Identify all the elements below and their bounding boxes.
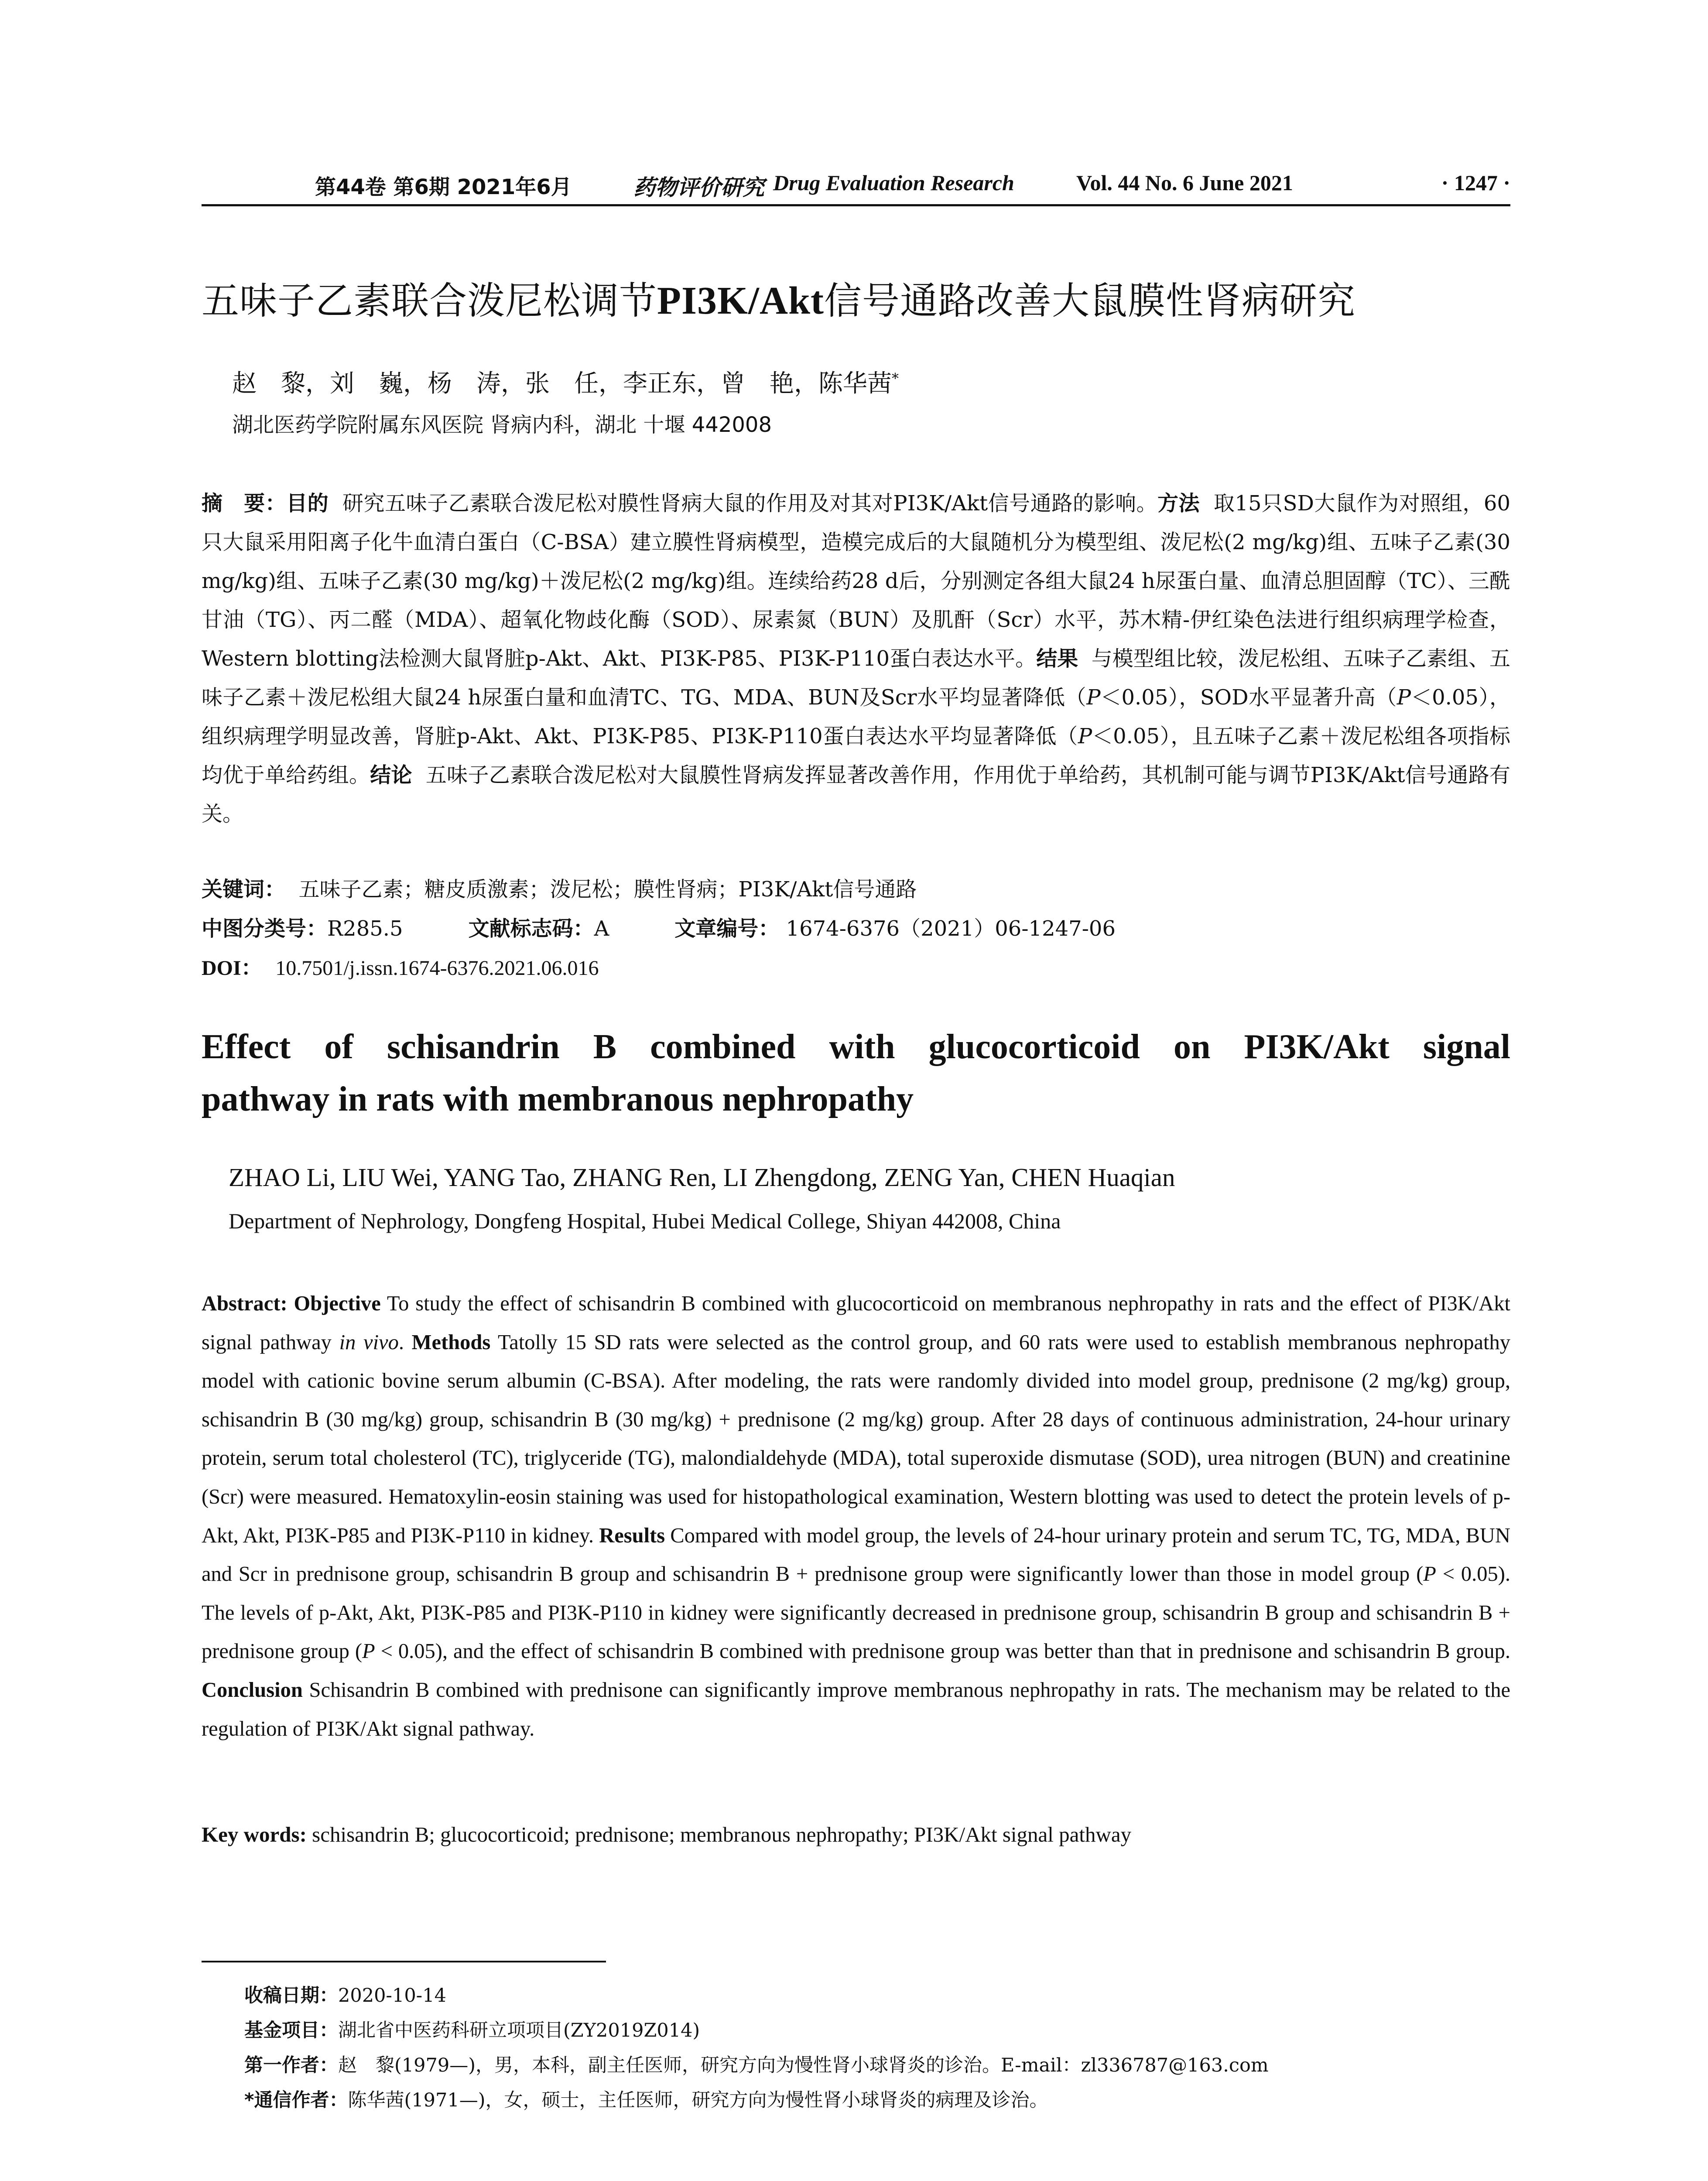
en-methods-label: Methods bbox=[411, 1330, 491, 1354]
en-title-line2: pathway in rats with membranous nephropathy bbox=[202, 1080, 914, 1118]
cn-keywords-text: 五味子乙素；糖皮质激素；泼尼松；膜性肾病；PI3K/Akt信号通路 bbox=[298, 877, 917, 902]
volume-en: Vol. 44 No. 6 June 2021 bbox=[1076, 171, 1293, 195]
doi-label: DOI： bbox=[202, 957, 262, 980]
journal-logo: 药物评价研究 bbox=[633, 174, 764, 200]
cn-results-a: 与模型组比较，泼尼松组、五味子乙素组、五味子乙素＋泼尼松组大鼠24 h尿蛋白量和血清TC、TG、MDA、BUN及Scr水平均显著降低（ bbox=[202, 646, 1510, 710]
en-conclusion: Schisandrin B combined with prednisone can significantly improve membranous nephropathy in rats. The mechanism may be related to the regulation of PI3K/Akt signal pathway. bbox=[202, 1678, 1510, 1740]
first-author-label: 第一作者： bbox=[244, 2055, 338, 2076]
journal-name-en: Drug Evaluation Research bbox=[773, 171, 1014, 195]
received-label: 收稿日期： bbox=[244, 1985, 338, 2007]
corresponding-label: *通信作者： bbox=[244, 2089, 348, 2111]
en-title-line1: Effect of schisandrin B combined with glucocorticoid on PI3K/Akt signal bbox=[202, 1028, 1510, 1066]
corresponding-star: * bbox=[892, 370, 899, 387]
footnote-rule bbox=[202, 1961, 606, 1962]
en-conclusion-label: Conclusion bbox=[202, 1678, 303, 1702]
cn-results-label: 结果 bbox=[1036, 646, 1078, 671]
first-author-text: 赵 黎(1979—)，男，本科，副主任医师，研究方向为慢性肾小球肾炎的诊治。E-mail：zl336787@163.com bbox=[338, 2055, 1269, 2076]
en-title bbox=[202, 1021, 1510, 1125]
en-results-label: Results bbox=[599, 1524, 665, 1547]
doi-value: 10.7501/j.issn.1674-6376.2021.06.016 bbox=[275, 957, 599, 980]
footnotes bbox=[244, 1978, 1269, 2118]
en-abstract-label: Abstract: bbox=[202, 1292, 288, 1315]
en-results-c: < 0.05), and the effect of schisandrin B combined with prednisone group was better than that in prednisone and schisandrin B group. bbox=[380, 1640, 1511, 1663]
cn-doi bbox=[202, 951, 599, 981]
doc-code-value: A bbox=[594, 916, 609, 941]
en-results-a: Compared with model group, the levels of 24-hour urinary protein and serum TC, TG, MDA, BUN and Scr in prednisone group, schisandrin B group and schisandrin B + prednisone group were significantly lower than those in model group ( bbox=[202, 1524, 1510, 1586]
footnote-corresponding bbox=[244, 2083, 1269, 2118]
en-keywords bbox=[202, 1822, 1131, 1847]
cn-methods-label: 方法 bbox=[1157, 491, 1200, 516]
cn-conclusion-label: 结论 bbox=[370, 763, 412, 787]
cn-keywords-label: 关键词： bbox=[202, 877, 286, 902]
cn-results-d: ＜0.05），且五味子乙素＋泼尼松组各项指标均优于单给药组。 bbox=[202, 724, 1510, 787]
received-date: 2020-10-14 bbox=[338, 1985, 446, 2007]
fund-text: 湖北省中医药科研立项项目(ZY2019Z014) bbox=[338, 2020, 700, 2041]
cn-results-c: ＜0.05），组织病理学明显改善，肾脏p-Akt、Akt、PI3K-P85、PI3K-P110蛋白表达水平均显著降低（ bbox=[202, 685, 1510, 749]
p-symbol: P bbox=[1423, 1562, 1436, 1586]
footnote-first-author bbox=[244, 2048, 1269, 2083]
en-keywords-text: schisandrin B; glucocorticoid; prednisone; membranous nephropathy; PI3K/Akt signal pathway bbox=[312, 1822, 1132, 1846]
cn-keywords bbox=[202, 872, 917, 902]
issue-cn: 第44卷 第6期 2021年6月 bbox=[315, 175, 572, 199]
cn-abstract-label: 摘 要： bbox=[202, 491, 287, 516]
doc-code-label: 文献标志码： bbox=[468, 916, 594, 941]
p-symbol: P bbox=[362, 1640, 375, 1663]
in-vivo: in vivo bbox=[339, 1330, 399, 1354]
cn-affiliation: 湖北医药学院附属东风医院 肾病内科，湖北 十堰 442008 bbox=[232, 413, 772, 437]
cn-methods: 取15只SD大鼠作为对照组，60只大鼠采用阳离子化牛血清白蛋白（C-BSA）建立膜性肾病模型，造模完成后的大鼠随机分为模型组、泼尼松(2 mg/kg)组、五味子乙素(30 mg/kg)组、五味子乙素(30 mg/kg)＋泼尼松(2 mg/kg)组。连续给药28 d后，分别测定各组大鼠24 h尿蛋白量、血清总胆固醇（TC）、三酰甘油（TG）、丙二醛（MDA）、超氧化物歧化酶（SOD）、尿素氮（BUN）及肌酐（Scr）水平，苏木精-伊红染色法进行组织病理学检查，Western blotting法检测大鼠肾脏p-Akt、Akt、PI3K-P85、PI3K-P110蛋白表达水平。 bbox=[202, 491, 1510, 671]
p-symbol: P bbox=[1397, 685, 1411, 710]
en-objective: To study the effect of schisandrin B combined with glucocorticoid on membranous nephropathy in rats and the effect of PI3K/Akt signal pathway bbox=[202, 1292, 1510, 1354]
clc-label: 中图分类号： bbox=[202, 916, 328, 941]
fund-label: 基金项目： bbox=[244, 2020, 338, 2041]
p-symbol: P bbox=[1086, 685, 1101, 710]
cn-abstract bbox=[202, 484, 1510, 834]
cn-objective: 研究五味子乙素联合泼尼松对膜性肾病大鼠的作用及对其对PI3K/Akt信号通路的影响。 bbox=[342, 491, 1158, 516]
en-authors: ZHAO Li, LIU Wei, YANG Tao, ZHANG Ren, LI Zhengdong, ZENG Yan, CHEN Huaqian bbox=[229, 1163, 1175, 1192]
cn-title-pre: 五味子乙素联合泼尼松调节 bbox=[202, 279, 657, 323]
cn-title-mid: PI3K/Akt bbox=[657, 279, 825, 322]
cn-conclusion: 五味子乙素联合泼尼松对大鼠膜性肾病发挥显著改善作用，作用优于单给药，其机制可能与调节PI3K/Akt信号通路有关。 bbox=[202, 763, 1510, 826]
en-abstract: Abstract: Objective To study the effect of schisandrin B combined with glucocorticoid on membranous nephropathy in rats and the effect of PI3K/Akt signal pathway in vivo. Methods Tatolly 15 SD rats were selected as the control group, and 60 rats were used to establish membranous nephropathy model with cationic bovine serum albumin (C-BSA). After modeling, the rats were randomly divided into model group, prednisone (2 mg/kg) group, schisandrin B (30 mg/kg) group, schisandrin B (30 mg/kg) + prednisone (2 mg/kg) group. After 28 days of continuous administration, 24-hour urinary protein, serum total cholesterol (TC), triglyceride (TG), malondialdehyde (MDA), total superoxide dismutase (SOD), urea nitrogen (BUN) and creatinine (Scr) were measured. Hematoxylin-eosin staining was used for histopathological examination, Western blotting was used to detect the protein levels of p-Akt, Akt, PI3K-P85 and PI3K-P110 in kidney. Results Compared with model group, the levels of 24-hour urinary protein and serum TC, TG, MDA, BUN and Scr in prednisone group, schisandrin B group and schisandrin B + prednisone group were significantly lower than those in model group (P < 0.05). The levels of p-Akt, Akt, PI3K-P85 and PI3K-P110 in kidney were significantly decreased in prednisone group, schisandrin B group and schisandrin B + prednisone group (P < 0.05), and the effect of schisandrin B combined with prednisone group was better than that in prednisone and schisandrin B group. Conclusion Schisandrin B combined with prednisone can significantly improve membranous nephropathy in rats. The mechanism may be related to the regulation of PI3K/Akt signal pathway. bbox=[202, 1292, 1511, 1740]
cn-classification bbox=[202, 912, 1116, 942]
cn-author-list: 赵 黎，刘 巍，杨 涛，张 任，李正东，曾 艳，陈华茜 bbox=[232, 369, 892, 398]
page-number: · 1247 · bbox=[1441, 171, 1510, 195]
footnote-received bbox=[244, 1978, 1269, 2013]
cn-results-b: ＜0.05），SOD水平显著升高（ bbox=[1100, 685, 1397, 710]
cn-title bbox=[202, 270, 1510, 325]
en-affiliation: Department of Nephrology, Dongfeng Hospital, Hubei Medical College, Shiyan 442008, China bbox=[229, 1209, 1061, 1233]
cn-title-post: 信号通路改善大鼠膜性肾病研究 bbox=[824, 279, 1356, 323]
article-no-label: 文章编号： bbox=[674, 916, 780, 941]
running-header bbox=[202, 170, 1510, 201]
en-results-b: < 0.05). The levels of p-Akt, Akt, PI3K-P85 and PI3K-P110 in kidney were significantly decreased in prednisone group, schisandrin B group and schisandrin B + prednisone group ( bbox=[202, 1562, 1510, 1663]
en-keywords-label: Key words: bbox=[202, 1822, 307, 1846]
footnote-fund bbox=[244, 2013, 1269, 2048]
clc-value: R285.5 bbox=[327, 916, 403, 941]
cn-objective-label: 目的 bbox=[286, 491, 329, 516]
cn-authors bbox=[232, 364, 899, 399]
p-symbol: P bbox=[1078, 724, 1092, 749]
en-methods: Tatolly 15 SD rats were selected as the control group, and 60 rats were used to establish membranous nephropathy model with cationic bovine serum albumin (C-BSA). After modeling, the rats were randomly divided into model group, prednisone (2 mg/kg) group, schisandrin B (30 mg/kg) group, schisandrin B (30 mg/kg) + prednisone (2 mg/kg) group. After 28 days of continuous administration, 24-hour urinary protein, serum total cholesterol (TC), triglyceride (TG), malondialdehyde (MDA), total superoxide dismutase (SOD), urea nitrogen (BUN) and creatinine (Scr) were measured. Hematoxylin-eosin staining was used for histopathological examination, Western blotting was used to detect the protein levels of p-Akt, Akt, PI3K-P85 and PI3K-P110 in kidney. bbox=[202, 1330, 1510, 1547]
header-rule bbox=[202, 204, 1510, 206]
en-objective-label: Objective bbox=[294, 1292, 381, 1315]
article-no-value: 1674-6376（2021）06-1247-06 bbox=[786, 916, 1116, 941]
corresponding-text: 陈华茜(1971—)，女，硕士，主任医师，研究方向为慢性肾小球肾炎的病理及诊治。 bbox=[348, 2089, 1048, 2111]
